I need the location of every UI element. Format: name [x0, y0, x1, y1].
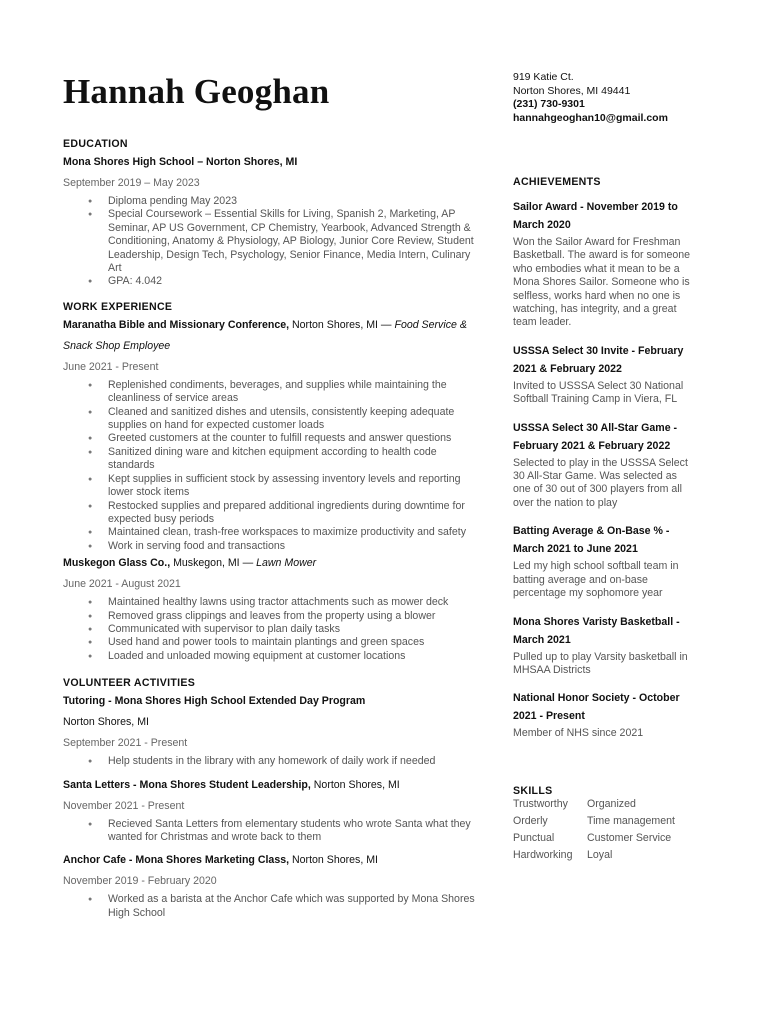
job-location: Norton Shores, MI — [292, 318, 392, 331]
volunteer-date: September 2021 - Present [63, 737, 188, 750]
volunteer-date: November 2019 - February 2020 [63, 875, 217, 888]
achievement-desc: Selected to play in the USSSA Select 30 All-Star Game. Was selected as one of 30 out of 300 players from all over the nation to play [513, 456, 688, 509]
skill-item: Organized [587, 797, 636, 810]
list-item: ● Kept supplies in sufficient stock by assessing inventory levels and reporting lower stock items [108, 473, 483, 500]
job-role: Lawn Mower [256, 557, 317, 570]
volunteer-org: Santa Letters - Mona Shores Student Leadership, [63, 778, 311, 791]
list-item: ● Restocked supplies and prepared additional ingredients during downtime for expected busy periods [108, 500, 483, 527]
contact-street: 919 Katie Ct. [513, 71, 574, 83]
list-item: ● Diploma pending May 2023 [108, 195, 483, 208]
contact-block [513, 71, 668, 125]
contact-city: Norton Shores, MI 49441 [513, 84, 631, 97]
job-header [63, 315, 483, 357]
job-date: June 2021 - Present [63, 360, 159, 373]
volunteer-header [63, 850, 483, 871]
skills-grid [513, 798, 693, 861]
list-item: ● Recieved Santa Letters from elementary students who wrote Santa what they wanted for Christmas and wrote back to them [108, 818, 483, 845]
list-item: ● Communicated with supervisor to plan daily tasks [108, 623, 483, 636]
achievement-title: USSSA Select 30 Invite - February 2021 & February 2022 [513, 344, 684, 375]
list-item: ● Cleaned and sanitized dishes and utensils, consistently keeping adequate supplies on hand for expected customer loads [108, 406, 483, 433]
education-school: Mona Shores High School – Norton Shores, MI [63, 156, 298, 168]
list-item: ● GPA: 4.042 [108, 275, 483, 288]
list-item: ● Maintained healthy lawns using tractor attachments such as mower deck [108, 596, 483, 609]
achievement-desc: Led my high school softball team in batting average and on-base percentage my sophomore year [513, 560, 679, 600]
skill-item: Orderly [513, 814, 548, 827]
skill-item: Trustworthy [513, 797, 568, 810]
work-heading: WORK EXPERIENCE [63, 300, 173, 313]
volunteer-location: Norton Shores, MI [63, 716, 149, 729]
education-date: September 2019 – May 2023 [63, 177, 200, 189]
main-column [63, 138, 483, 920]
skill-item: Punctual [513, 831, 555, 844]
achievement-desc: Won the Sailor Award for Freshman Basketball. The award is for someone who embodies what it mean to be a Mona Shores Sailor. Someone who is selfless, works hard when no one is watching, has integrity, and a great team leader. [513, 236, 691, 329]
volunteer-location: Norton Shores, MI [292, 854, 378, 867]
achievement-title: Batting Average & On-Base % - March 2021 to June 2021 [513, 525, 670, 556]
side-column [513, 176, 693, 861]
contact-email: hannahgeoghan10@gmail.com [513, 111, 668, 124]
volunteer-heading: VOLUNTEER ACTIVITIES [63, 677, 196, 690]
list-item: ● Special Coursework – Essential Skills for Living, Spanish 2, Marketing, AP Seminar, AP US Government, CP Chemistry, Yearbook, Advanced Strength & Conditioning, Anatomy & Physiology, AP Biology, Junior Core Review, Student Leadership, Design Tech, Psychology, Senior Finance, Media Intern, Culinary Art [108, 208, 483, 275]
list-item: ● Help students in the library with any homework of daily work if needed [108, 755, 483, 768]
volunteer-bullets [63, 755, 483, 768]
achievement-desc: Member of NHS since 2021 [513, 727, 644, 740]
volunteer-org: Anchor Cafe - Mona Shores Marketing Class, [63, 854, 290, 867]
skill-item: Hardworking [513, 848, 573, 861]
achievement-title: National Honor Society - October 2021 - Present [513, 692, 680, 723]
candidate-name: Hannah Geoghan [63, 72, 330, 111]
volunteer-org: Tutoring - Mona Shores High School Extended Day Program [63, 695, 366, 708]
education-bullets [63, 195, 483, 289]
list-item: ● Worked as a barista at the Anchor Cafe which was supported by Mona Shores High School [108, 893, 483, 920]
skill-item: Loyal [587, 848, 613, 861]
job-role: Food Service & Snack Shop Employee [63, 318, 467, 352]
list-item: ● Maintained clean, trash-free workspaces to maximize productivity and safety [108, 526, 483, 539]
job-bullets [63, 379, 483, 553]
volunteer-date: November 2021 - Present [63, 799, 185, 812]
list-item: ● Replenished condiments, beverages, and supplies while maintaining the cleanliness of service areas [108, 379, 483, 406]
job-org: Maranatha Bible and Missionary Conference, [63, 318, 290, 331]
achievement-desc: Invited to USSSA Select 30 National Softball Training Camp in Viera, FL [513, 379, 684, 406]
achievement-desc: Pulled up to play Varsity basketball in MHSAA Districts [513, 650, 688, 676]
list-item: ● Greeted customers at the counter to fulfill requests and answer questions [108, 432, 483, 445]
job-bullets [63, 596, 483, 663]
volunteer-header [63, 775, 483, 796]
list-item: ● Loaded and unloaded mowing equipment at customer locations [108, 650, 483, 663]
list-item: ● Used hand and power tools to maintain plantings and green spaces [108, 636, 483, 649]
skills-heading: SKILLS [513, 784, 553, 797]
skill-item: Time management [587, 814, 675, 827]
list-item: ● Sanitized dining ware and kitchen equipment according to health code standards [108, 446, 483, 473]
list-item: ● Removed grass clippings and leaves from the property using a blower [108, 610, 483, 623]
achievement-title: Sailor Award - November 2019 to March 2020 [513, 201, 678, 231]
achievements-heading: ACHIEVEMENTS [513, 176, 601, 188]
achievement-title: USSSA Select 30 All-Star Game - February 2021 & February 2022 [513, 421, 678, 452]
volunteer-bullets [63, 893, 483, 920]
job-location: Muskegon, MI — [173, 557, 254, 570]
job-org: Muskegon Glass Co., [63, 557, 171, 570]
volunteer-location: Norton Shores, MI [313, 778, 400, 791]
skill-item: Customer Service [587, 831, 672, 844]
education-heading: EDUCATION [63, 138, 128, 150]
job-date: June 2021 - August 2021 [63, 578, 181, 591]
contact-phone: (231) 730-9301 [513, 98, 585, 111]
list-item: ● Work in serving food and transactions [108, 540, 483, 553]
job-header [63, 553, 483, 574]
volunteer-bullets [63, 818, 483, 845]
achievement-title: Mona Shores Varisty Basketball - March 2021 [513, 615, 680, 646]
